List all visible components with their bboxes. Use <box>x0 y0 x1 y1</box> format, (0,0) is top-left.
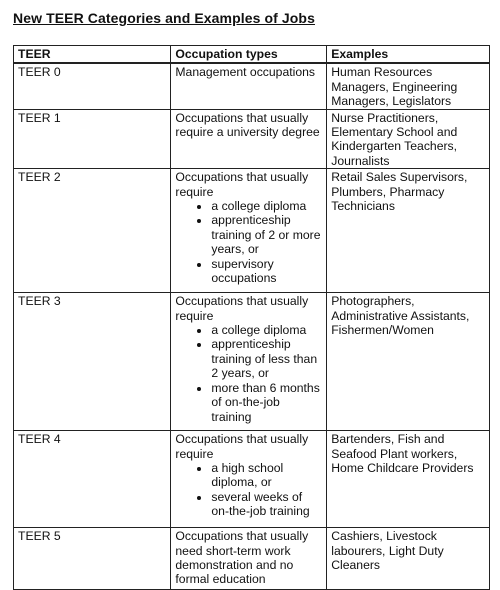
table-row <box>14 109 490 169</box>
teer-cell: TEER 3 <box>14 293 171 431</box>
list-item: • more than 6 months of on-the-job training <box>211 381 322 424</box>
teer-cell: TEER 5 <box>14 528 171 590</box>
requirement-list <box>175 323 322 424</box>
occupation-cell <box>171 169 327 293</box>
list-item: • several weeks of on-the-job training <box>211 490 322 519</box>
list-item: • a college diploma <box>211 323 322 337</box>
table-row <box>14 169 490 293</box>
teer-cell: TEER 2 <box>14 169 171 293</box>
list-item: • apprenticeship training of 2 or more years, or <box>211 213 322 256</box>
table-header-row <box>14 46 490 64</box>
requirement-list <box>175 461 322 519</box>
occupation-cell <box>171 431 327 528</box>
occupation-cell <box>171 109 327 169</box>
examples-cell: Nurse Practitioners, Elementary School and Kindergarten Teachers, Journalists <box>327 109 490 169</box>
teer-cell: TEER 0 <box>14 63 171 109</box>
examples-cell: Cashiers, Livestock labourers, Light Duty Cleaners <box>327 528 490 590</box>
list-item: • apprenticeship training of less than 2 years, or <box>211 337 322 380</box>
header-occupation-types: Occupation types <box>171 46 327 64</box>
document-title: New TEER Categories and Examples of Jobs <box>13 10 315 26</box>
examples-cell: Human Resources Managers, Engineering Managers, Legislators <box>327 63 490 109</box>
table-row <box>14 63 490 109</box>
header-examples: Examples <box>327 46 490 64</box>
occupation-cell <box>171 293 327 431</box>
occupation-cell <box>171 528 327 590</box>
occupation-text: Occupations that usually require <box>175 170 309 199</box>
examples-cell: Photographers, Administrative Assistants, Fishermen/Women <box>327 293 490 431</box>
list-item: • a college diploma <box>211 199 322 213</box>
requirement-list <box>175 199 322 285</box>
occupation-cell <box>171 63 327 109</box>
table-row <box>14 293 490 431</box>
list-item: • a high school diploma, or <box>211 461 322 490</box>
teer-cell: TEER 1 <box>14 109 171 169</box>
table-row <box>14 431 490 528</box>
examples-cell: Retail Sales Supervisors, Plumbers, Pharmacy Technicians <box>327 169 490 293</box>
occupation-text: Management occupations <box>175 65 315 80</box>
occupation-text: Occupations that usually require a university degree <box>175 110 320 140</box>
examples-cell: Bartenders, Fish and Seafood Plant workers, Home Childcare Providers <box>327 431 490 528</box>
occupation-text: Occupations that usually require <box>175 294 309 323</box>
header-teer: TEER <box>14 46 171 64</box>
table-row <box>14 528 490 590</box>
teer-cell: TEER 4 <box>14 431 171 528</box>
teer-table <box>13 45 490 590</box>
occupation-text: Occupations that usually need short-term work demonstration and no formal education <box>175 529 309 587</box>
occupation-text: Occupations that usually require <box>175 432 309 461</box>
list-item: • supervisory occupations <box>211 257 322 286</box>
